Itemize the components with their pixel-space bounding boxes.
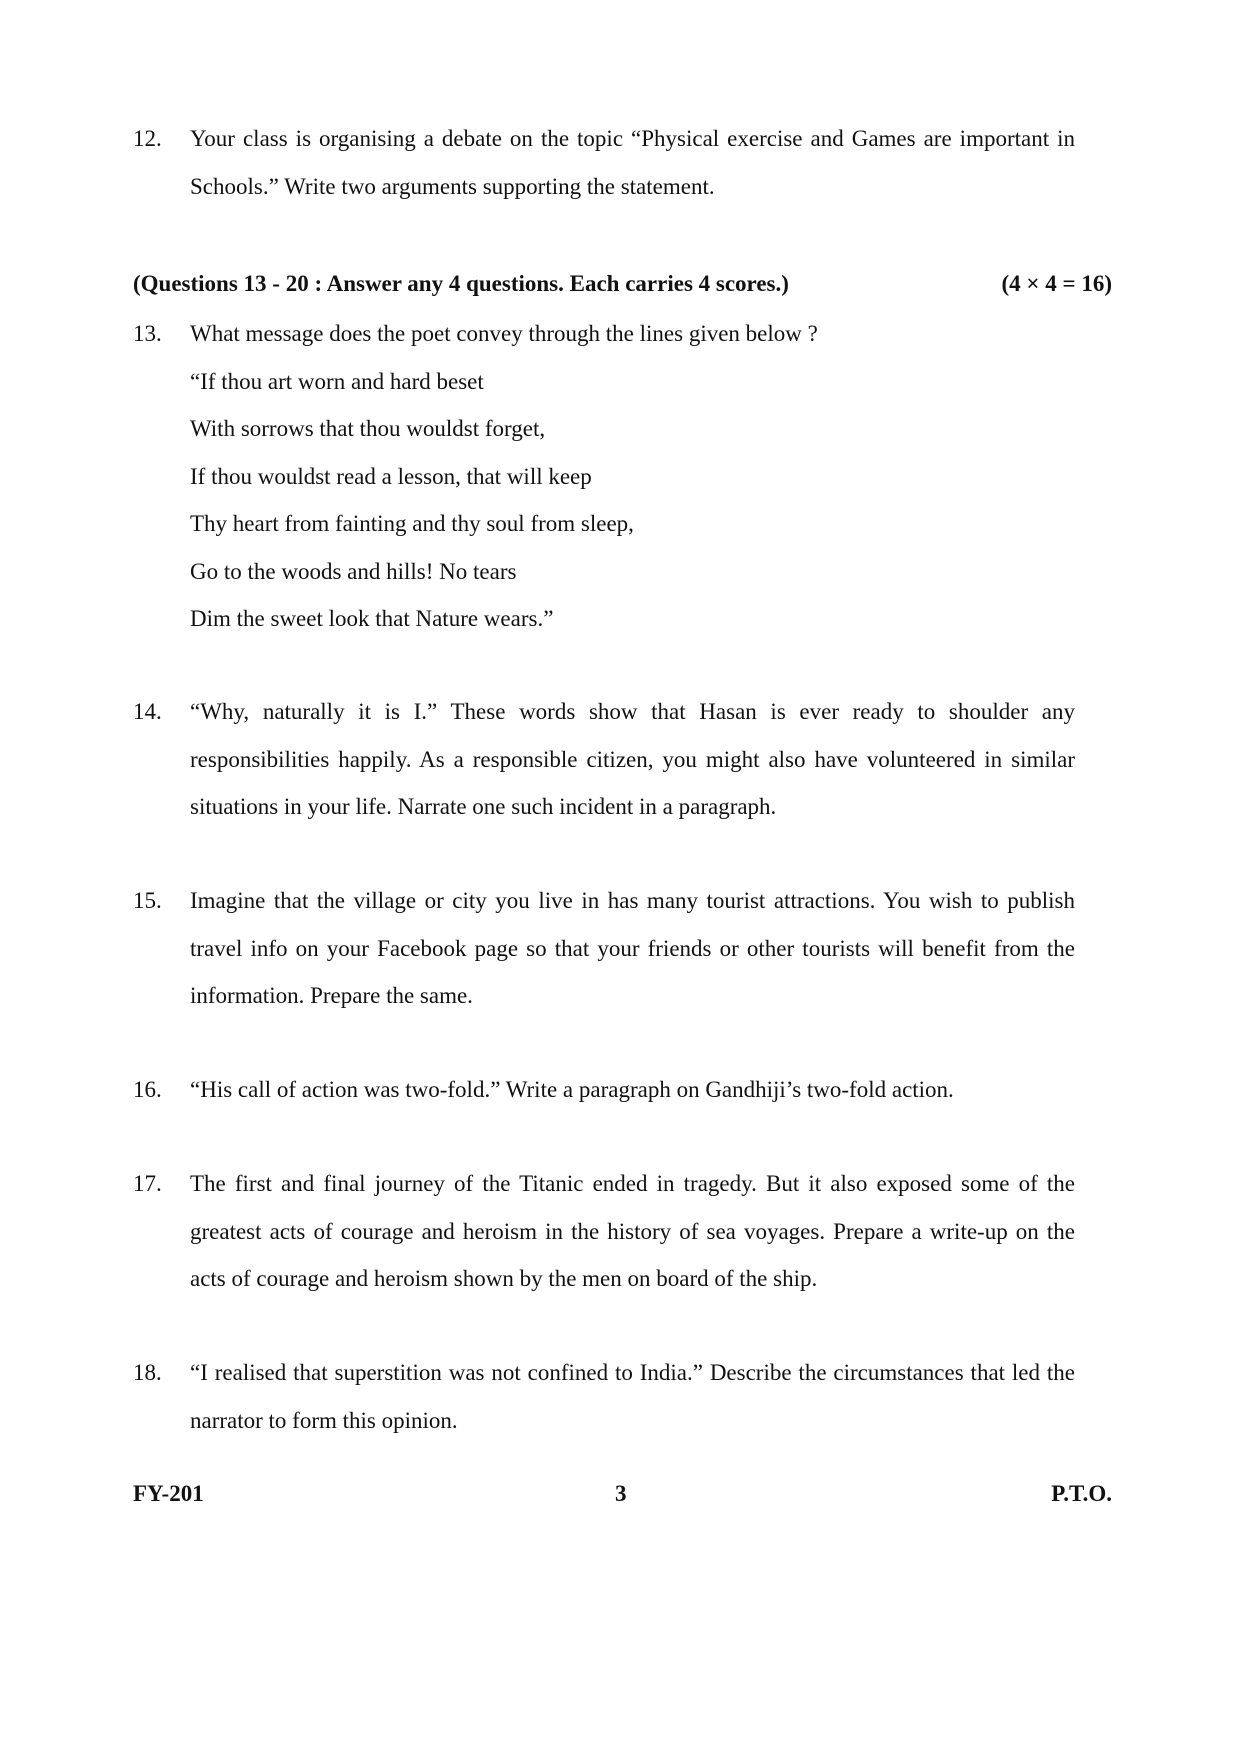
- question-number: 13.: [133, 321, 162, 346]
- question-text: Imagine that the village or city you live in has many tourist attractions. You wish to publish travel info on your Facebook page so that your friends or other tourists will benefit from the information. Prepare the same.: [190, 888, 1075, 1008]
- question-number: 18.: [133, 1360, 162, 1385]
- question-number: 15.: [133, 888, 162, 913]
- paper-code: FY-201: [133, 1481, 204, 1506]
- poem-line: Thy heart from fainting and thy soul from sleep,: [190, 511, 634, 536]
- question-16: [133, 1066, 1075, 1114]
- question-number: 16.: [133, 1077, 162, 1102]
- poem-line: If thou wouldst read a lesson, that will keep: [190, 463, 592, 489]
- question-text: “His call of action was two-fold.” Write a paragraph on Gandhiji’s two-fold action.: [190, 1077, 954, 1102]
- section-instruction: (Questions 13 - 20 : Answer any 4 questions. Each carries 4 scores.): [133, 271, 789, 296]
- section-marks: (4 × 4 = 16): [1001, 271, 1112, 296]
- poem-line: “If thou art worn and hard beset: [190, 368, 484, 394]
- question-18: [133, 1349, 1075, 1444]
- question-text: “Why, naturally it is I.” These words show that Hasan is ever ready to shoulder any responsibilities happily. As a responsible citizen, you might also have volunteered in similar situations in your life. Narrate one such incident in a paragraph.: [190, 699, 1075, 819]
- question-14: [133, 688, 1075, 831]
- question-15: [133, 877, 1075, 1020]
- question-number: 12.: [133, 126, 162, 151]
- poem-line: Go to the woods and hills! No tears: [190, 558, 517, 584]
- page-number: 3: [615, 1481, 627, 1506]
- question-text-block: [190, 310, 1075, 643]
- question-number: 14.: [133, 699, 162, 724]
- question-text: The first and final journey of the Titanic ended in tragedy. But it also exposed some of the greatest acts of courage and heroism in the history of sea voyages. Prepare a write-up on the acts of courage and heroism shown by the men on board of the ship.: [190, 1171, 1075, 1291]
- question-text: Your class is organising a debate on the topic “Physical exercise and Games are important in Schools.” Write two arguments supporting the statement.: [190, 126, 1075, 199]
- please-turn-over: P.T.O.: [1051, 1481, 1112, 1506]
- poem-line: Dim the sweet look that Nature wears.”: [190, 606, 554, 631]
- question-12: [133, 115, 1075, 210]
- question-number: 17.: [133, 1171, 162, 1196]
- question-13: [133, 310, 1075, 643]
- question-text: “I realised that superstition was not confined to India.” Describe the circumstances that led the narrator to form this opinion.: [190, 1360, 1075, 1433]
- question-17: [133, 1160, 1075, 1303]
- question-text: What message does the poet convey through the lines given below ?: [190, 321, 818, 346]
- poem-line: With sorrows that thou wouldst forget,: [190, 416, 546, 441]
